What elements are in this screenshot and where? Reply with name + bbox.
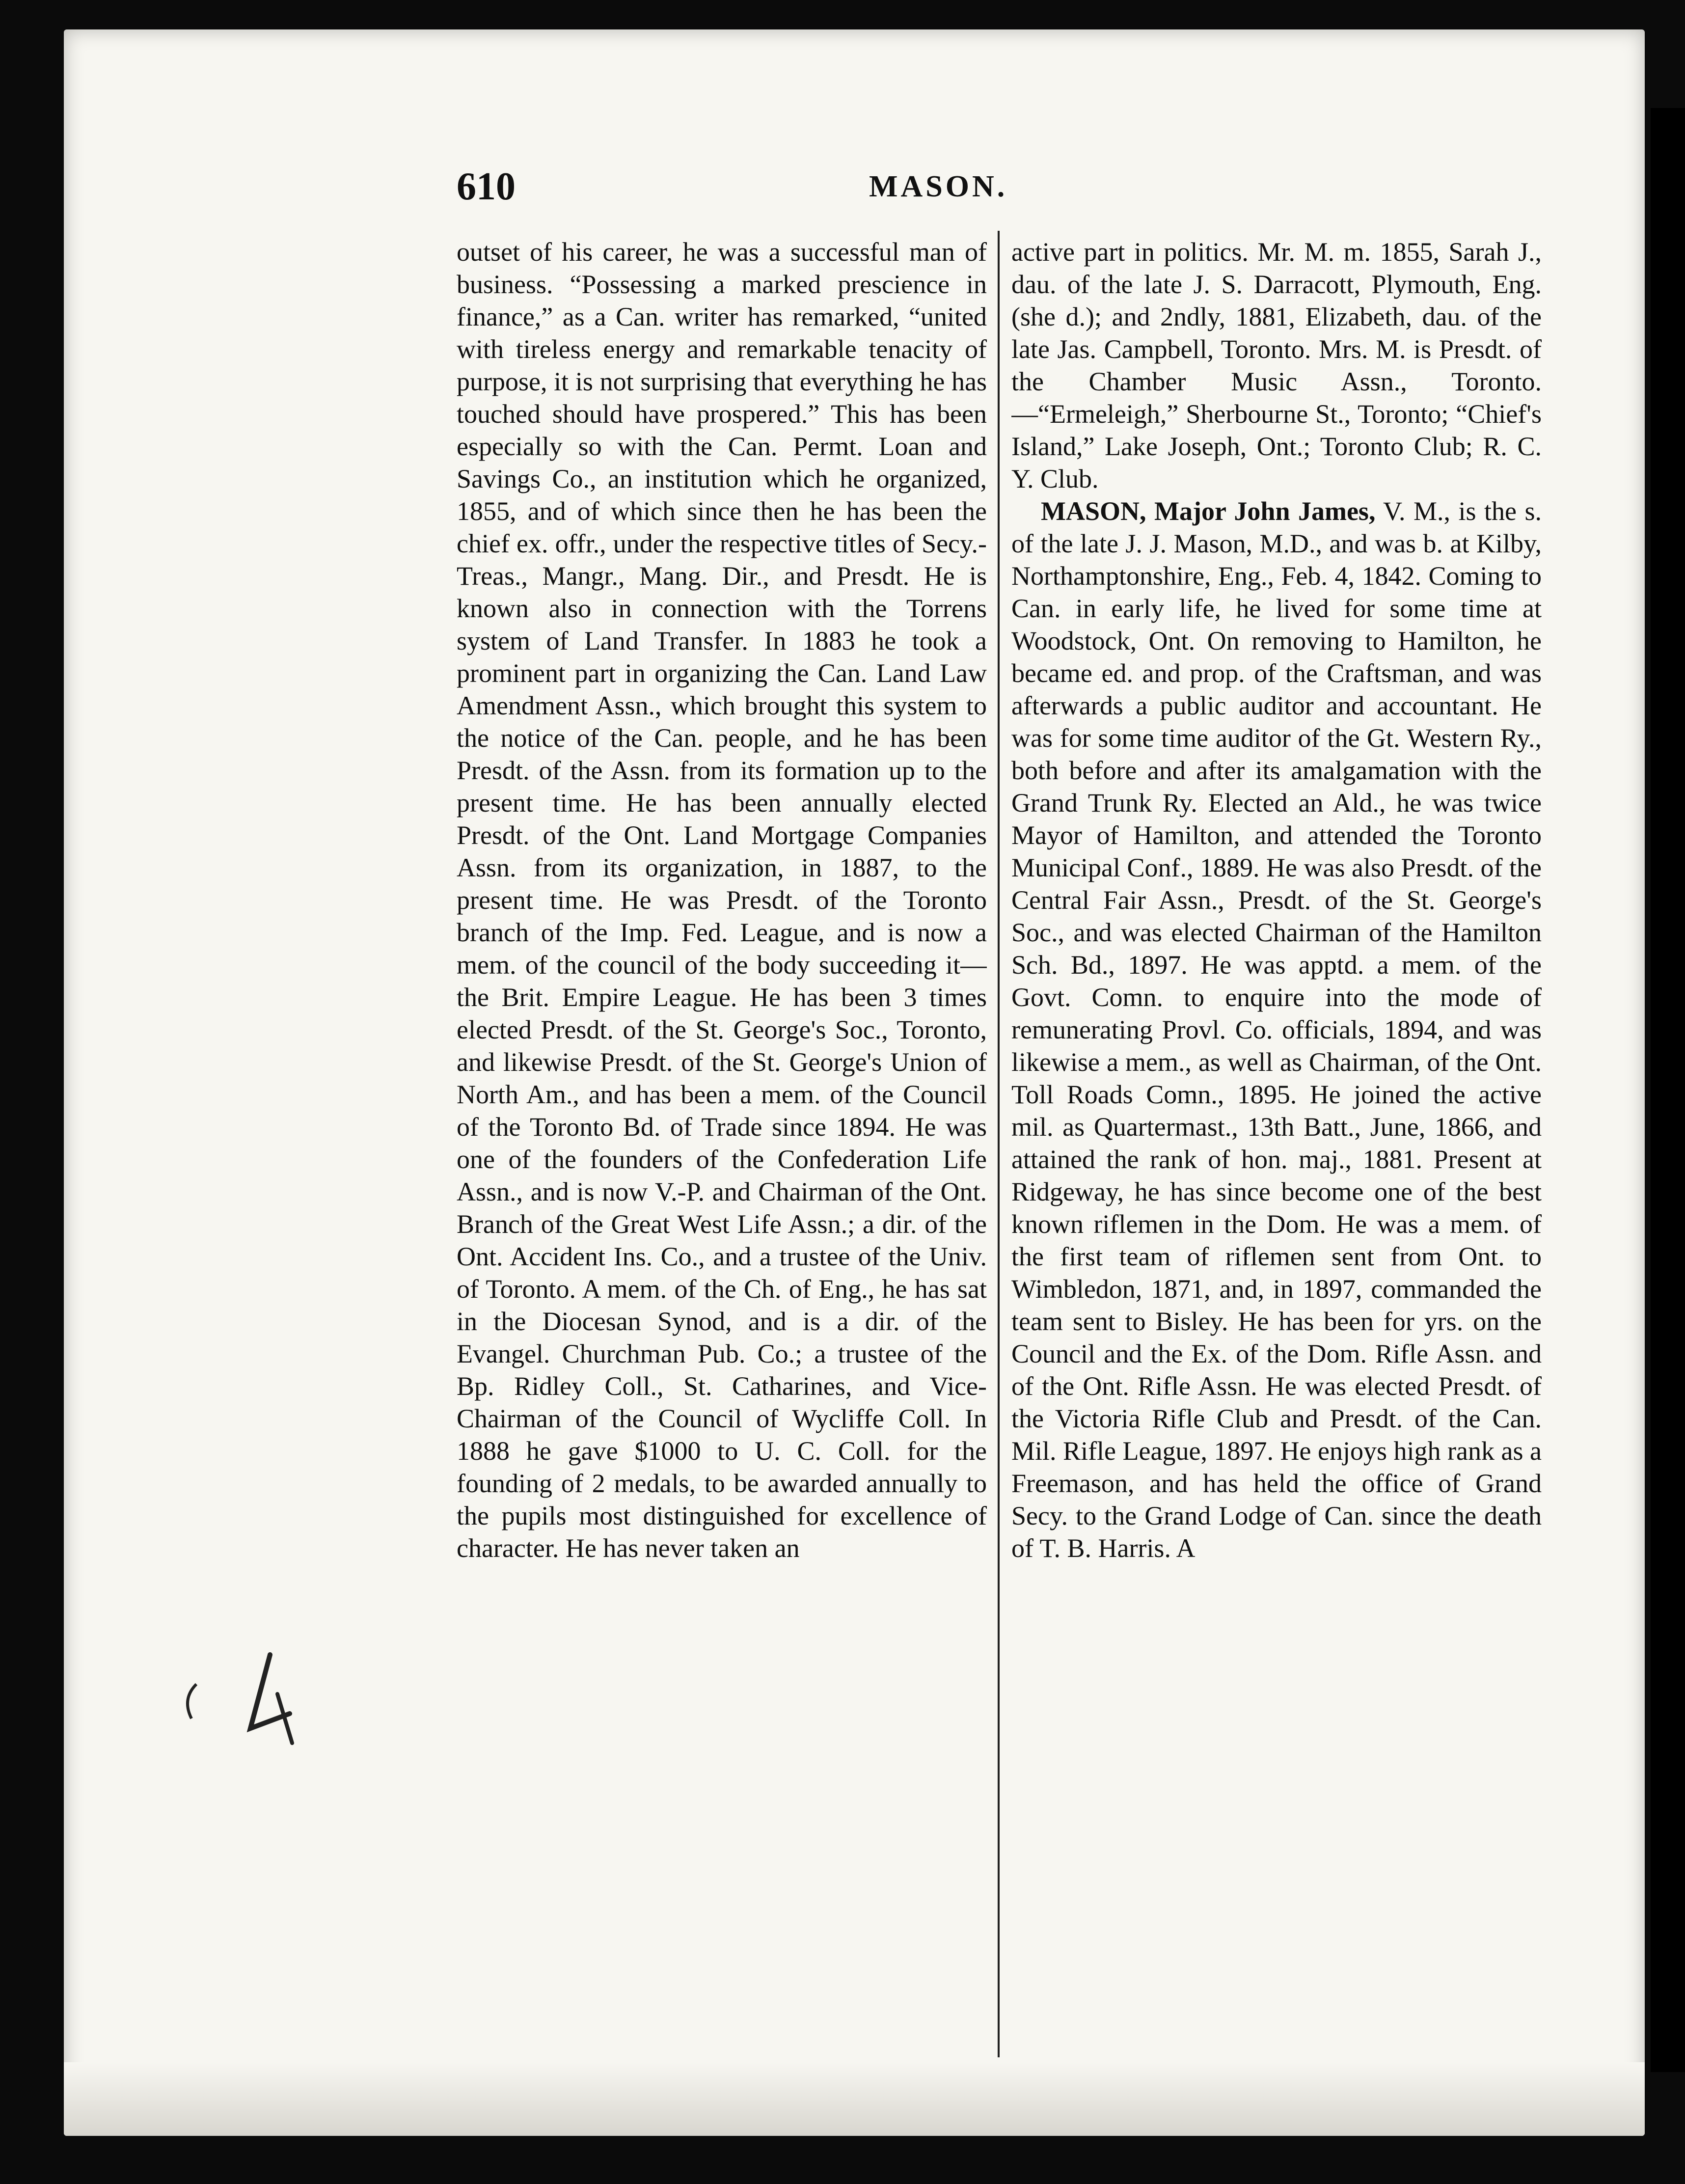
page-header: [457, 157, 1537, 216]
biography-entry: [1011, 495, 1542, 1564]
page-bottom-shading: [64, 2062, 1645, 2136]
page-number: 610: [457, 164, 516, 208]
running-head: MASON.: [869, 169, 1008, 203]
column-divider: [998, 231, 1000, 2057]
biography-entry-text: V. M., is the s. of the late J. J. Mason, M.D., and was b. at Kilby, Northamptonshire, Eng., Feb. 4, 1842. Coming to Can. in early life, he lived for some time at Woodstock, Ont. On removing to Hamilton, he became ed. and prop. of the Craftsman, and was afterwards a public auditor and accountant. He was for some time auditor of the Gt. Western Ry., both before and after its amalgamation with the Grand Trunk Ry. Elected an Ald., he was twice Mayor of Hamilton, and attended the Toronto Municipal Conf., 1889. He was also Presdt. of the Central Fair Assn., Presdt. of the St. George's Soc., and was elected Chairman of the Hamilton Sch. Bd., 1897. He was apptd. a mem. of the Govt. Comn. to enquire into the mode of remunerating Provl. Co. officials, 1894, and was likewise a mem., as well as Chairman, of the Ont. Toll Roads Comn., 1895. He joined the active mil. as Quartermast., 13th Batt., June, 1866, and attained the rank of hon. maj., 1881. Present at Ridgeway, he has since become one of the best known riflemen in the Dom. He was a mem. of the first team of riflemen sent from Ont. to Wimbledon, 1871, and, in 1897, commanded the team sent to Bisley. He has been for yrs. on the Council and the Ex. of the Dom. Rifle Assn. and of the Ont. Rifle Assn. He was elected Presdt. of the Victoria Rifle Club and Presdt. of the Can. Mil. Rifle League, 1897. He enjoys high rank as a Freemason, and has held the office of Grand Secy. to the Grand Lodge of Can. since the death of T. B. Harris. A: [1011, 496, 1542, 1563]
adjacent-page-edge: [1651, 108, 1685, 2072]
biography-entry-name: MASON, Major John James,: [1041, 496, 1376, 526]
previous-entry-continuation: active part in politics. Mr. M. m. 1855, Sarah J., dau. of the late J. S. Darracott, Plymouth, Eng. (she d.); and 2ndly, 1881, Elizabeth, dau. of the late Jas. Campbell, Toronto. Mrs. M. is Presdt. of the Chamber Music Assn., Toronto.—“Ermeleigh,” Sherbourne St., Toronto; “Chief's Island,” Lake Joseph, Ont.; Toronto Club; R. C. Y. Club.: [1011, 237, 1542, 493]
right-text-column: [1011, 236, 1542, 2062]
left-column-paragraph: outset of his career, he was a successful man of business. “Possessing a marked prescience in finance,” as a Can. writer has remarked, “united with tireless energy and remarkable tenacity of purpose, it is not surprising that everything he has touched should have prospered.” This has been especially so with the Can. Permt. Loan and Savings Co., an institution which he organized, 1855, and of which since then he has been the chief ex. offr., under the respective titles of Secy.-Treas., Mangr., Mang. Dir., and Presdt. He is known also in connection with the Torrens system of Land Transfer. In 1883 he took a prominent part in organizing the Can. Land Law Amendment Assn., which brought this system to the notice of the Can. people, and he has been Presdt. of the Assn. from its formation up to the present time. He has been annually elected Presdt. of the Ont. Land Mortgage Companies Assn. from its organization, in 1887, to the present time. He was Presdt. of the Toronto branch of the Imp. Fed. League, and is now a mem. of the council of the body succeeding it—the Brit. Empire League. He has been 3 times elected Presdt. of the St. George's Soc., Toronto, and likewise Presdt. of the St. George's Union of North Am., and has been a mem. of the Council of the Toronto Bd. of Trade since 1894. He was one of the founders of the Confederation Life Assn., and is now V.-P. and Chairman of the Ont. Branch of the Great West Life Assn.; a dir. of the Ont. Accident Ins. Co., and a trustee of the Univ. of Toronto. A mem. of the Ch. of Eng., he has sat in the Diocesan Synod, and is a dir. of the Evangel. Churchman Pub. Co.; a trustee of the Bp. Ridley Coll., St. Catharines, and Vice-Chairman of the Council of Wycliffe Coll. In 1888 he gave $1000 to U. C. Coll. for the founding of 2 medals, to be awarded annually to the pupils most distinguished for excellence of character. He has never taken an: [457, 237, 987, 1563]
left-text-column: [457, 236, 987, 2062]
handwritten-margin-mark-icon: [177, 1645, 304, 1753]
